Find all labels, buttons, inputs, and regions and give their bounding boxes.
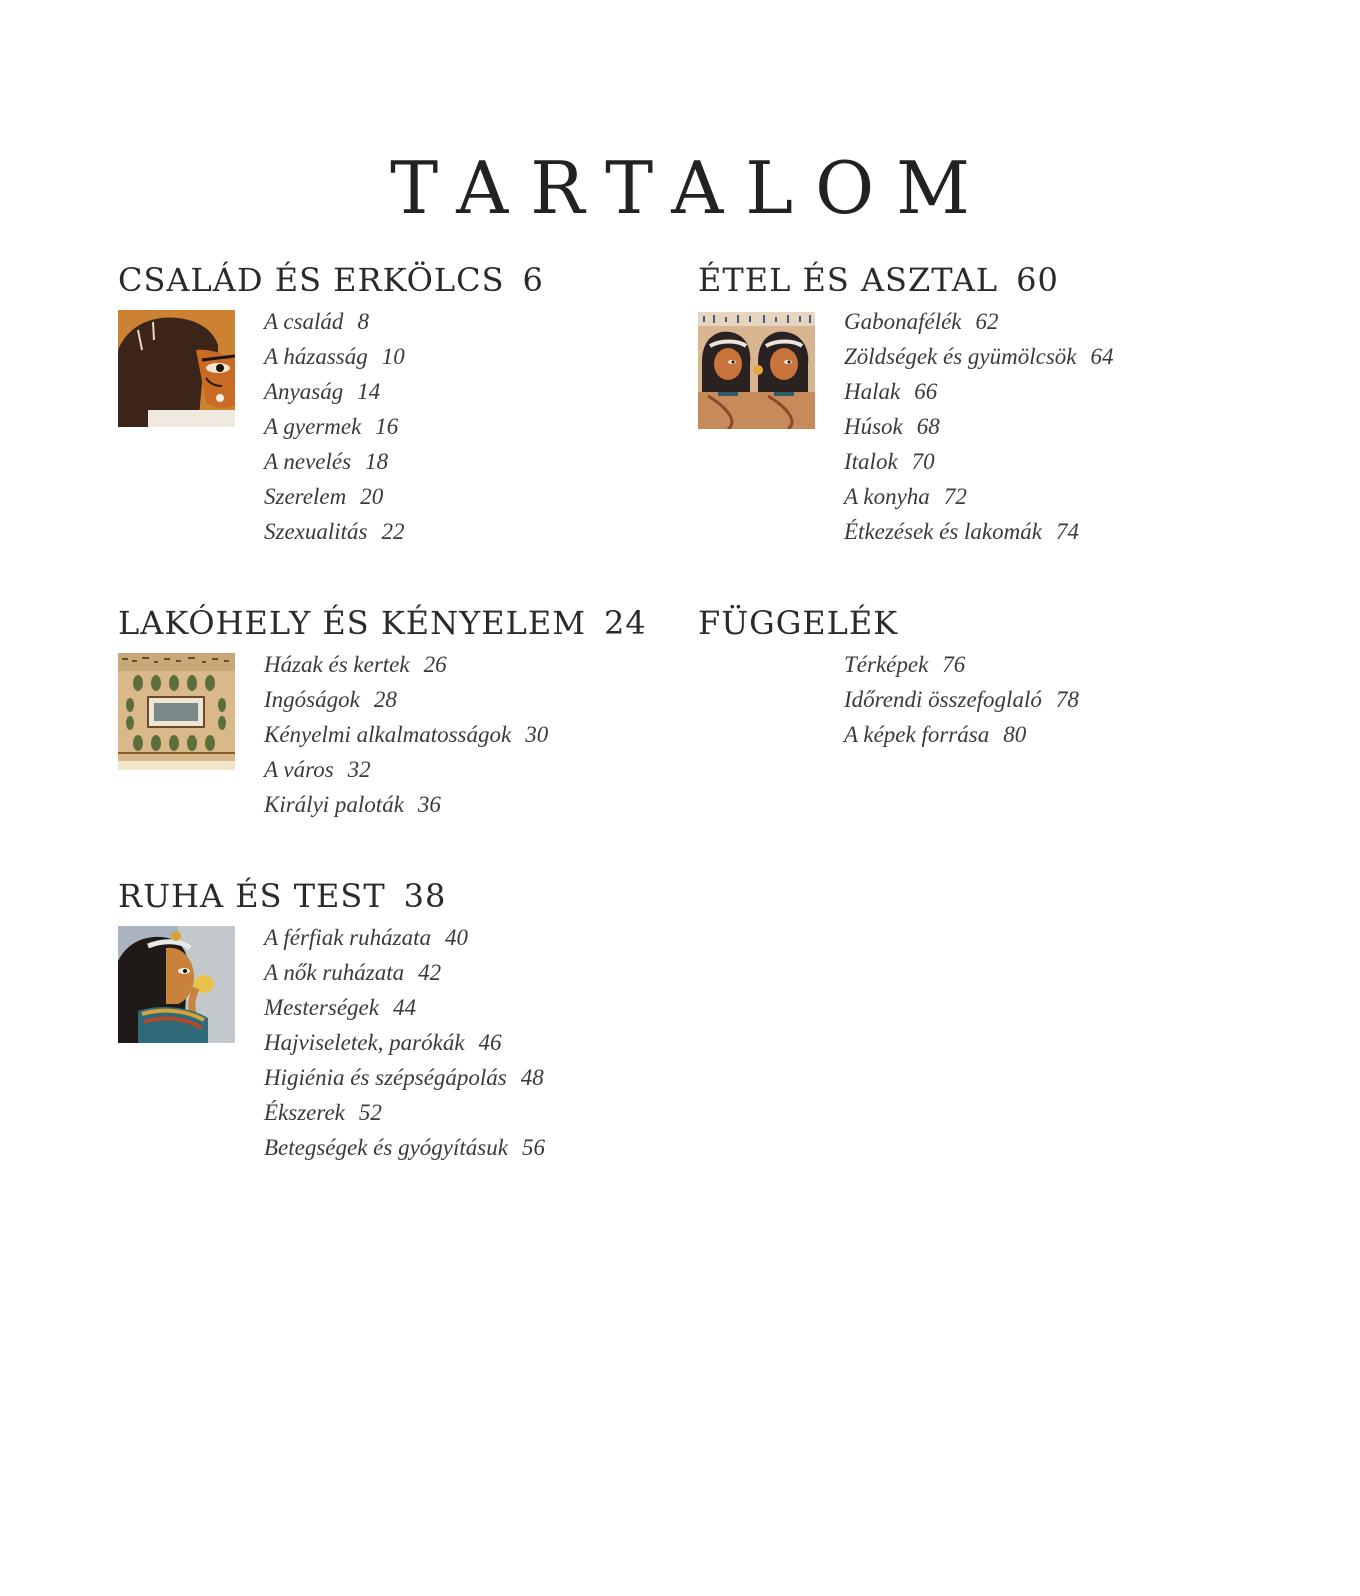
list-item[interactable]: Időrendi összefoglaló 78 xyxy=(844,687,1079,712)
section-page: 38 xyxy=(403,877,447,915)
list-item[interactable]: Szexualitás 22 xyxy=(264,519,405,544)
entries-list xyxy=(844,304,1114,549)
section-heading[interactable] xyxy=(698,260,1059,300)
list-item[interactable]: A gyermek 16 xyxy=(264,414,399,439)
page-title: TARTALOM xyxy=(390,146,992,231)
section-title: LAKÓHELY ÉS KÉNYELEM xyxy=(118,604,586,642)
list-item[interactable]: Étkezések és lakomák 74 xyxy=(844,519,1079,544)
section-title: CSALÁD ÉS ERKÖLCS xyxy=(118,261,505,299)
list-item[interactable]: A férfiak ruházata 40 xyxy=(264,925,468,950)
section-heading[interactable] xyxy=(118,603,647,643)
section-heading[interactable] xyxy=(118,260,544,300)
list-item[interactable]: Ékszerek 52 xyxy=(264,1100,382,1125)
list-item[interactable]: Kényelmi alkalmatosságok 30 xyxy=(264,722,549,747)
section-page: 6 xyxy=(522,261,544,299)
section-page: 24 xyxy=(603,604,647,642)
list-item[interactable]: A képek forrása 80 xyxy=(844,722,1027,747)
section-page: 60 xyxy=(1016,261,1059,299)
section-title: ÉTEL ÉS ASZTAL xyxy=(698,261,999,299)
egyptian-woman-jewelry-image xyxy=(118,926,235,1043)
list-item[interactable]: A konyha 72 xyxy=(844,484,967,509)
list-item[interactable]: Mesterségek 44 xyxy=(264,995,416,1020)
list-item[interactable]: Higiénia és szépségápolás 48 xyxy=(264,1065,544,1090)
list-item[interactable]: Házak és kertek 26 xyxy=(264,652,447,677)
section-ruha xyxy=(118,876,545,1160)
list-item[interactable]: Anyaság 14 xyxy=(264,379,381,404)
list-item[interactable]: Ingóságok 28 xyxy=(264,687,397,712)
section-title: RUHA ÉS TEST xyxy=(118,877,386,915)
egyptian-banquet-image xyxy=(698,312,815,429)
section-etel xyxy=(698,260,1114,544)
section-fuggelek xyxy=(698,603,1079,747)
section-heading[interactable] xyxy=(118,876,446,916)
list-item[interactable]: Királyi paloták 36 xyxy=(264,792,441,817)
list-item[interactable]: A város 32 xyxy=(264,757,371,782)
egyptian-woman-profile-image xyxy=(118,310,235,427)
list-item[interactable]: Húsok 68 xyxy=(844,414,940,439)
list-item[interactable]: Hajviseletek, parókák 46 xyxy=(264,1030,502,1055)
list-item[interactable]: Gabonafélék 62 xyxy=(844,309,999,334)
section-title: FÜGGELÉK xyxy=(698,604,899,642)
list-item[interactable]: Térképek 76 xyxy=(844,652,966,677)
list-item[interactable]: A házasság 10 xyxy=(264,344,405,369)
list-item[interactable]: A nők ruházata 42 xyxy=(264,960,442,985)
egyptian-garden-pool-image xyxy=(118,653,235,770)
section-heading[interactable] xyxy=(698,603,898,643)
entries-list xyxy=(264,304,405,549)
section-lakohely xyxy=(118,603,647,817)
entries-list xyxy=(264,920,545,1165)
list-item[interactable]: Betegségek és gyógyításuk 56 xyxy=(264,1135,545,1160)
list-item[interactable]: Szerelem 20 xyxy=(264,484,384,509)
entries-list xyxy=(844,647,1079,752)
list-item[interactable]: Halak 66 xyxy=(844,379,938,404)
entries-list xyxy=(264,647,548,822)
list-item[interactable]: A család 8 xyxy=(264,309,369,334)
list-item[interactable]: Zöldségek és gyümölcsök 64 xyxy=(844,344,1114,369)
section-csalad xyxy=(118,260,544,544)
list-item[interactable]: A nevelés 18 xyxy=(264,449,389,474)
list-item[interactable]: Italok 70 xyxy=(844,449,935,474)
